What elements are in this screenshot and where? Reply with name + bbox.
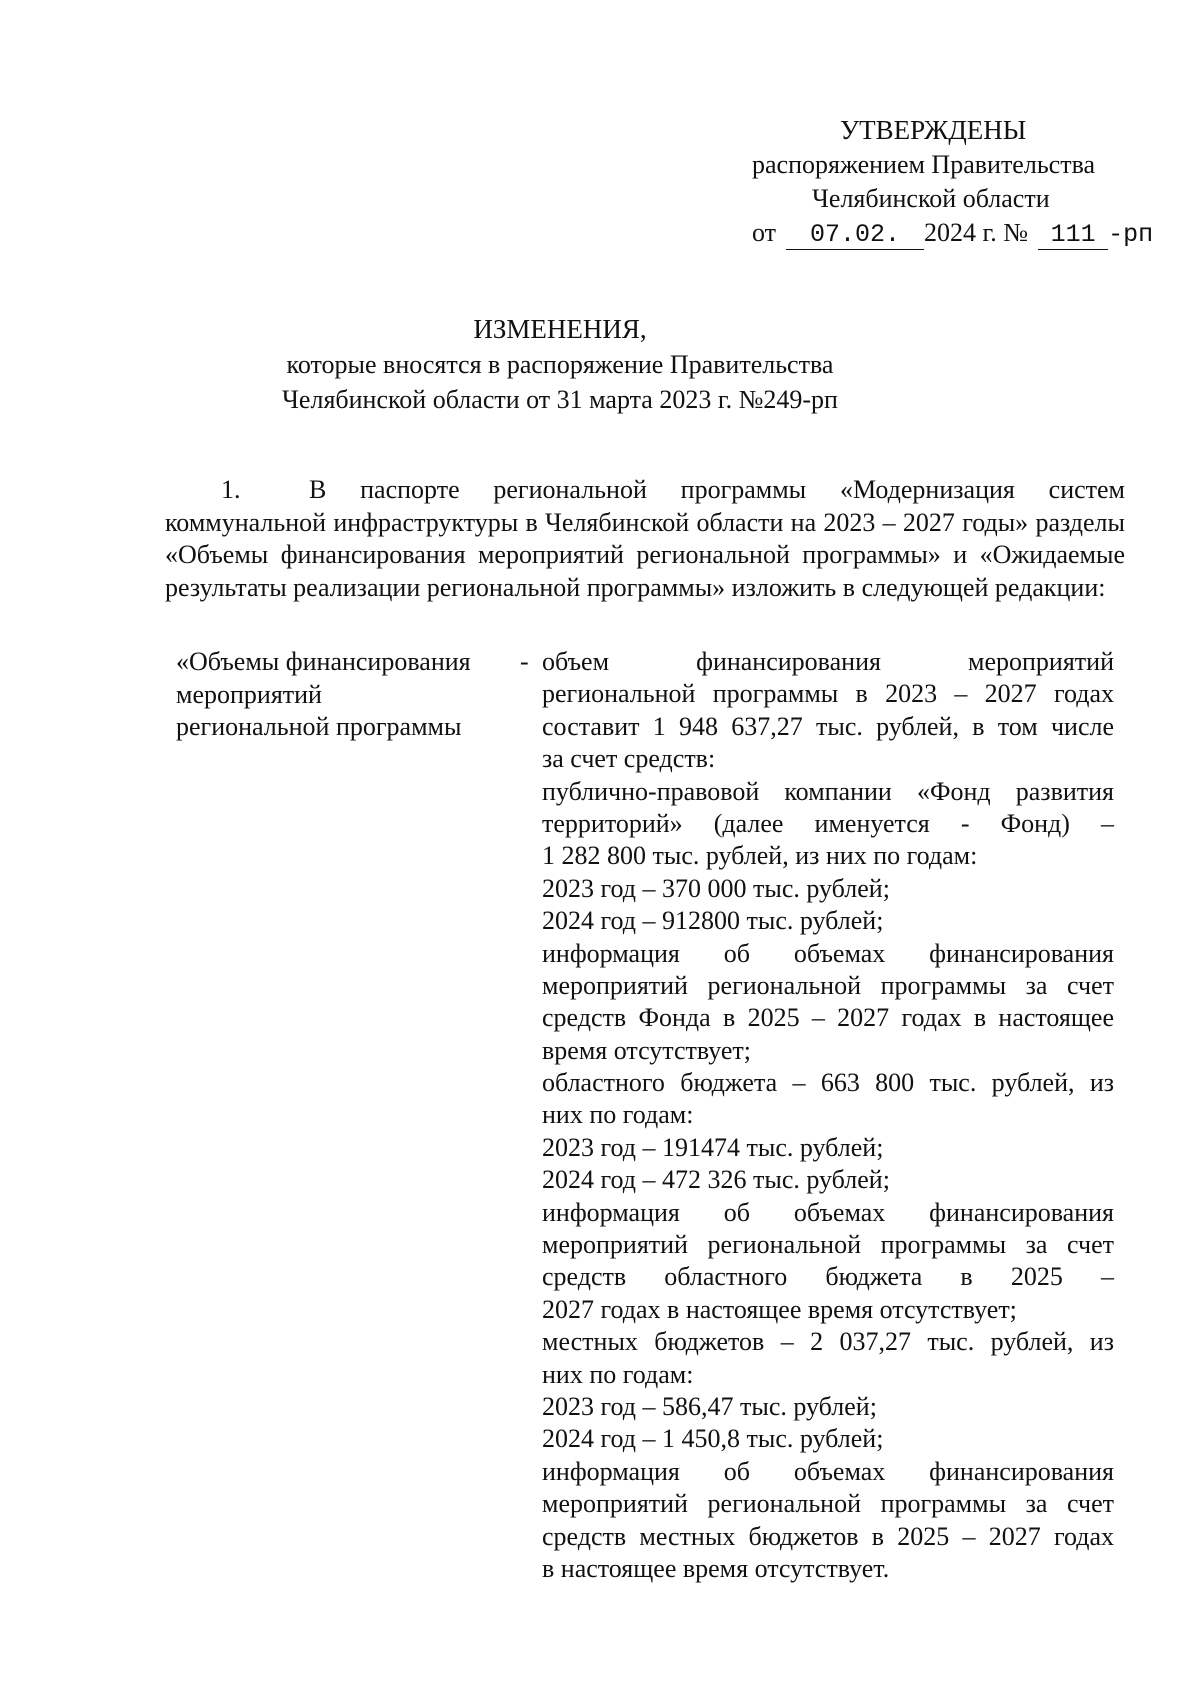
passport-right-line: мероприятий региональной программы за счет (542, 1489, 1114, 1519)
document-subtitle-line-2: Челябинской области от 31 марта 2023 г. №249-рп (282, 385, 838, 414)
passport-right-line: составит 1 948 637,27 тыс. рублей, в том числе (542, 711, 1114, 741)
passport-right-line: мероприятий региональной программы за счет (542, 1230, 1114, 1260)
approval-line-2: Челябинской области (812, 184, 1050, 213)
passport-left-line: «Объемы финансирования (176, 647, 471, 676)
approval-line-1: распоряжением Правительства (752, 150, 1096, 179)
passport-right-line: средств Фонда в 2025 – 2027 годах в настоящее (542, 1003, 1114, 1033)
passport-right-line: областного бюджета – 663 800 тыс. рублей, из (542, 1068, 1114, 1098)
number-field: 111 (1038, 221, 1108, 250)
passport-left-line: мероприятий (176, 679, 322, 709)
passport-right-line: за счет средств: (542, 744, 716, 774)
passport-right-line: региональной программы в 2023 – 2027 годах (542, 679, 1114, 709)
passport-right-line: мероприятий региональной программы за счет (542, 970, 1114, 1000)
passport-right-line: публично-правовой компании «Фонд развития (542, 776, 1114, 806)
passport-left-cell (176, 646, 516, 744)
passport-right-line: в настоящее время отсутствует. (542, 1553, 890, 1583)
passport-right-line: 1 282 800 тыс. рублей, из них по годам: (542, 841, 978, 871)
passport-right-line: 2023 год – 370 000 тыс. рублей; (542, 873, 890, 903)
approval-title: УТВЕРЖДЕНЫ (840, 115, 1027, 145)
passport-right-line: объем финансирования мероприятий (542, 647, 1114, 676)
passport-right-line: средств областного бюджета в 2025 – (542, 1262, 1114, 1292)
passport-right-line: информация об объемах финансирования (542, 1456, 1114, 1486)
approval-date-line (752, 217, 1153, 251)
passport-right-line: 2024 год – 1 450,8 тыс. рублей; (542, 1424, 884, 1454)
passport-right-cell (542, 646, 1114, 1585)
passport-dash: - (520, 647, 529, 676)
passport-right-line: них по годам: (542, 1100, 694, 1130)
passport-left-line: региональной программы (176, 712, 462, 741)
passport-right-line: информация об объемах финансирования (542, 1197, 1114, 1227)
paragraph-text: В паспорте региональной программы «Модернизация систем коммунальной инфраструктуры в Челябинской области на 2023 – 2027 годы» разделы «Объемы финансирования мероприятий региональной программы» и «Ожидаемые результаты реализации региональной программы» изложить в следующей редакции: (165, 475, 1125, 602)
passport-right-line: местных бюджетов – 2 037,27 тыс. рублей, из (542, 1327, 1114, 1357)
year-text: 2024 г. № (924, 218, 1029, 247)
passport-right-line: территорий» (далее именуется - Фонд) – (542, 808, 1114, 838)
passport-right-line: 2023 год – 586,47 тыс. рублей; (542, 1391, 877, 1421)
passport-right-line: 2024 год – 472 326 тыс. рублей; (542, 1165, 890, 1195)
passport-right-line: 2023 год – 191474 тыс. рублей; (542, 1132, 884, 1162)
passport-right-line: них по годам: (542, 1359, 694, 1389)
date-field: 07.02. (786, 221, 924, 250)
document-title-block (0, 312, 1120, 417)
passport-right-line: 2024 год – 912800 тыс. рублей; (542, 906, 884, 936)
paragraph-number: 1. (221, 475, 241, 504)
date-prefix: от (752, 218, 777, 247)
passport-right-line: информация об объемах финансирования (542, 938, 1114, 968)
passport-right-line: время отсутствует; (542, 1035, 752, 1065)
document-title: ИЗМЕНЕНИЯ, (473, 314, 647, 344)
number-suffix: -рп (1108, 220, 1154, 249)
document-subtitle-line-1: которые вносятся в распоряжение Правительства (286, 350, 834, 379)
paragraph-1 (165, 474, 1125, 604)
passport-right-line: средств местных бюджетов в 2025 – 2027 годах (542, 1521, 1114, 1551)
passport-right-line: 2027 годах в настоящее время отсутствует; (542, 1294, 1017, 1324)
